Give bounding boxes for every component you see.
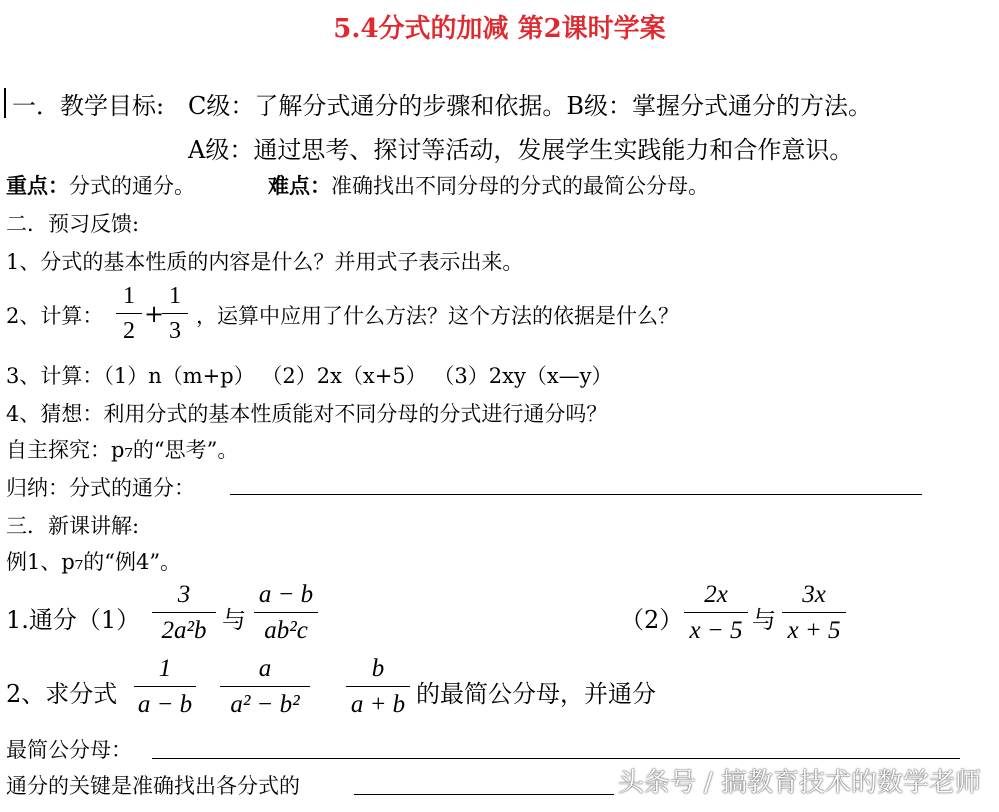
watermark: 头条号 / 搞教育技术的数学老师 bbox=[617, 768, 981, 798]
fraction-numerator: 1 bbox=[169, 283, 181, 309]
question-2-prefix: 2、计算： bbox=[6, 304, 104, 328]
question-3: 3、计算：（1）n（m+p） （2）2x（x+5） （3）2xy（x—y） bbox=[6, 364, 613, 388]
lcd-label: 最简公分母： bbox=[6, 738, 132, 762]
objective-c-b-level: C级：了解分式通分的步骤和依据。B级：掌握分式通分的方法。 bbox=[188, 92, 872, 120]
fraction-numerator: 2x bbox=[704, 581, 728, 608]
section-new-lesson-heading: 三．新课讲解: bbox=[6, 514, 140, 538]
difficulty-text: 准确找出不同分母的分式的最简公分母。 bbox=[331, 174, 709, 198]
fraction-numerator: b bbox=[371, 655, 385, 682]
fraction-denominator: x − 5 bbox=[689, 617, 743, 644]
document-title: 5.4分式的加减 第2课时学案 bbox=[333, 14, 666, 44]
fraction-a-minus-b-over-ab2c bbox=[254, 582, 318, 643]
and-word: 与 bbox=[752, 606, 776, 634]
objective-a-level: A级：通过思考、探讨等活动，发展学生实践能力和合作意识。 bbox=[188, 136, 854, 164]
fraction-numerator: 1 bbox=[158, 655, 172, 682]
section-preview-heading: 二．预习反馈: bbox=[6, 212, 140, 236]
key-point-text: 分式的通分。 bbox=[69, 174, 195, 198]
exercise-1-part-2: （2） bbox=[620, 606, 684, 634]
difficulty-label: 难点： bbox=[268, 173, 331, 198]
fraction-denominator: a² − b² bbox=[230, 691, 300, 718]
exercise-2-text: 的最简公分母，并通分 bbox=[416, 680, 656, 708]
question-1: 1、分式的基本性质的内容是什么？并用式子表示出来。 bbox=[6, 250, 524, 274]
fraction-2x-over-x-minus-5 bbox=[684, 582, 748, 643]
fraction-denominator: 2a²b bbox=[161, 617, 207, 644]
key-point-label: 重点： bbox=[6, 173, 69, 198]
fraction-denominator: 2 bbox=[123, 318, 135, 344]
example-1: 例1、p₇的“例4”。 bbox=[6, 550, 182, 574]
text-cursor bbox=[4, 88, 6, 118]
key-of-common-denominator: 通分的关键是准确找出各分式的 bbox=[6, 774, 300, 798]
lcd-blank-line bbox=[152, 758, 960, 759]
fraction-denominator: x + 5 bbox=[787, 617, 841, 644]
key-blank-line bbox=[354, 794, 614, 795]
fraction-3-over-2a2b bbox=[152, 582, 216, 643]
fraction-numerator: 1 bbox=[123, 283, 135, 309]
question-4: 4、猜想：利用分式的基本性质能对不同分母的分式进行通分吗？ bbox=[6, 402, 608, 426]
exercise-2-prefix: 2、求分式 bbox=[6, 680, 118, 708]
summary-label: 归纳：分式的通分： bbox=[6, 476, 195, 500]
key-point bbox=[6, 170, 195, 200]
fraction-b-over-a-plus-b bbox=[346, 656, 410, 717]
fraction-denominator: ab²c bbox=[264, 617, 308, 644]
fraction-3x-over-x-plus-5 bbox=[782, 582, 846, 643]
fraction-denominator: a − b bbox=[137, 691, 193, 718]
fraction-one-third bbox=[162, 284, 188, 343]
fraction-numerator: a bbox=[258, 655, 272, 682]
exercise-1-prefix: 1.通分（1） bbox=[6, 606, 141, 634]
objectives-heading: 一．教学目标: bbox=[12, 92, 165, 120]
fraction-1-over-a-minus-b bbox=[134, 656, 196, 717]
summary-blank-line bbox=[230, 494, 922, 495]
fraction-denominator: a + b bbox=[350, 691, 406, 718]
and-word: 与 bbox=[222, 606, 246, 634]
fraction-one-half bbox=[116, 284, 142, 343]
difficulty bbox=[268, 170, 709, 200]
question-2-text: ，运算中应用了什么方法？这个方法的依据是什么？ bbox=[196, 304, 679, 328]
fraction-numerator: a − b bbox=[258, 581, 314, 608]
fraction-numerator: 3x bbox=[802, 581, 826, 608]
fraction-denominator: 3 bbox=[169, 318, 181, 344]
plus-sign: + bbox=[144, 300, 165, 328]
fraction-a-over-a2-minus-b2 bbox=[220, 656, 310, 717]
self-study: 自主探究：p₇的“思考”。 bbox=[6, 438, 239, 462]
fraction-numerator: 3 bbox=[177, 581, 191, 608]
